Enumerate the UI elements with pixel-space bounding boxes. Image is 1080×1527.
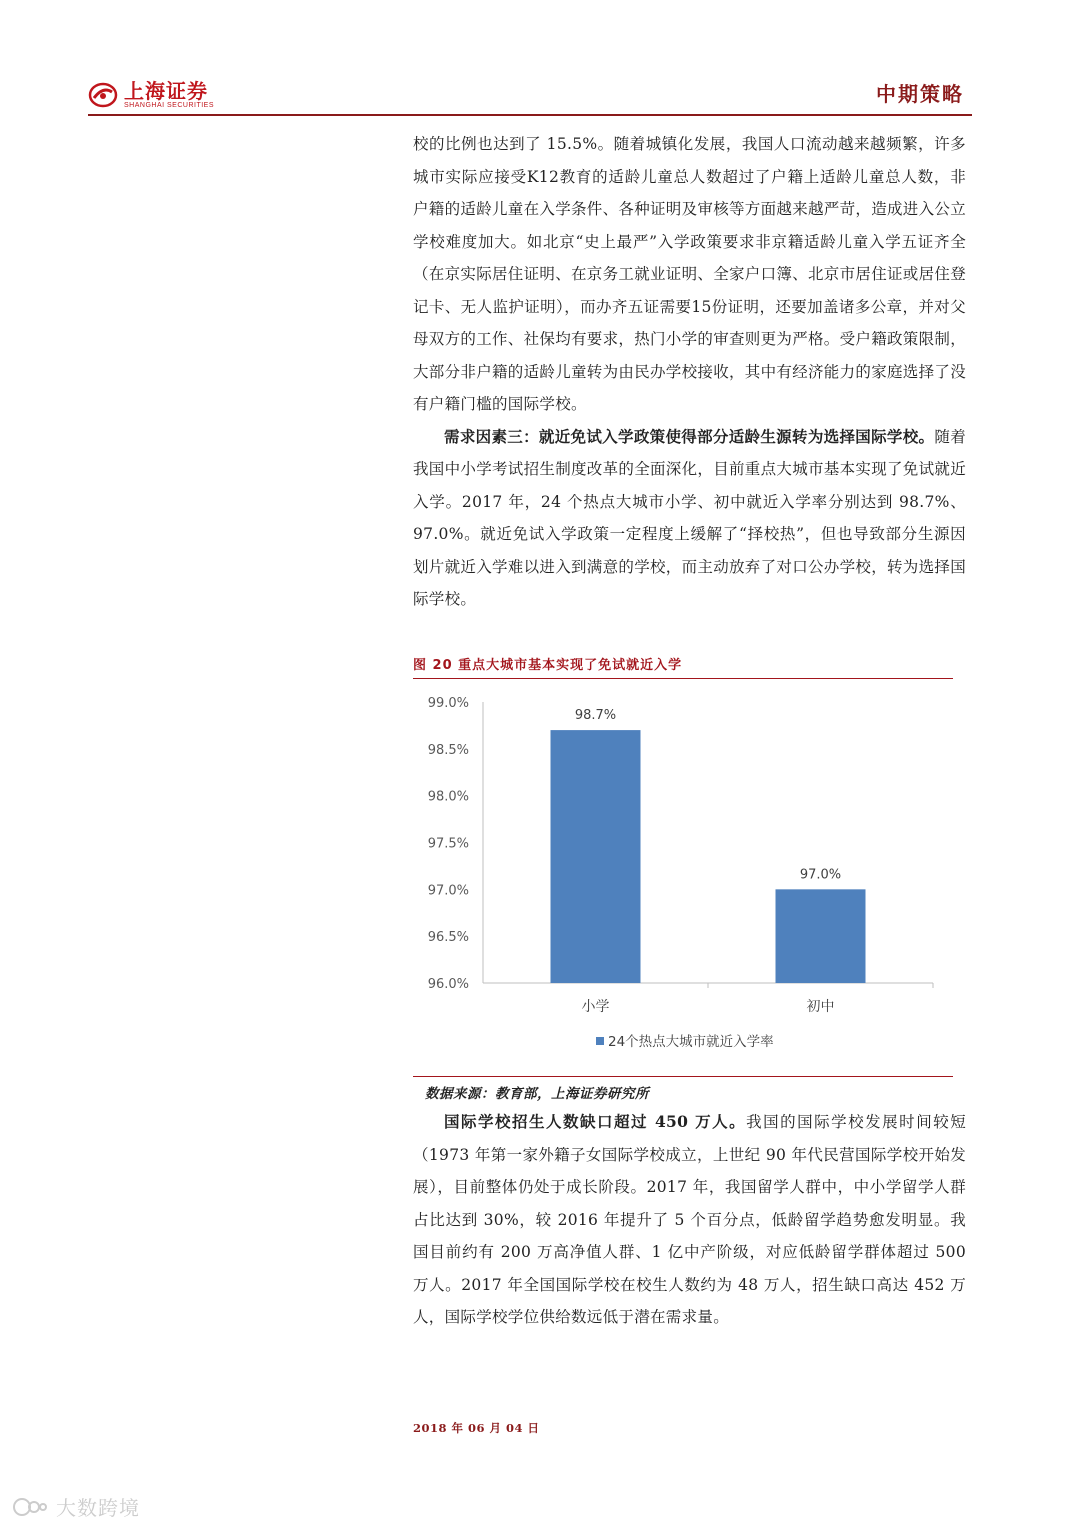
figure-data-source: 数据来源：教育部，上海证券研究所 [425, 1086, 649, 1102]
y-tick-label: 98.0% [427, 789, 469, 805]
logo-emblem-icon [88, 82, 118, 108]
body-text-upper [413, 128, 966, 616]
legend-swatch [596, 1037, 604, 1045]
y-tick-label: 96.5% [427, 930, 469, 946]
y-tick-label: 98.5% [427, 742, 469, 758]
paragraph-heading-bold: 需求因素三：就近免试入学政策使得部分适龄生源转为选择国际学校。 [444, 426, 935, 446]
body-text-lower [413, 1106, 966, 1334]
enrollment-rate-chart [413, 680, 953, 1075]
bar [551, 730, 641, 983]
y-tick-label: 97.5% [427, 836, 469, 852]
y-tick-label: 97.0% [427, 883, 469, 899]
watermark-logo-icon [12, 1496, 52, 1518]
figure-top-rule [413, 678, 953, 679]
logo-english-name: SHANGHAI SECURITIES [124, 102, 215, 109]
header-divider [88, 114, 972, 116]
y-tick-label: 99.0% [427, 696, 469, 711]
paragraph-heading-bold: 国际学校招生人数缺口超过 450 万人。 [444, 1112, 747, 1131]
data-label: 98.7% [574, 708, 617, 724]
paragraph-demand-factor-three [413, 421, 966, 616]
bar [776, 889, 866, 983]
figure-bottom-rule [413, 1076, 953, 1077]
watermark-text: 大数跨境 [56, 1496, 140, 1520]
figure-caption: 图 20 重点大城市基本实现了免试就近入学 [413, 658, 683, 673]
data-label: 97.0% [799, 867, 842, 883]
paragraph-body: 随着我国中小学考试招生制度改革的全面深化，目前重点大城市基本实现了免试就近入学。2017 年，24 个热点大城市小学、初中就近入学率分别达到 98.7%、97.0%。就近免试入学政策一定程度上缓解了“择校热”，但也导致部分生源因划片就近入学难以进入到满意的学校，而主动放弃了对口公办学校，转为选择国际学校。 [413, 427, 967, 608]
y-tick-label: 96.0% [427, 977, 469, 992]
x-tick-label: 小学 [581, 999, 610, 1015]
legend-label: 24个热点大城市就近入学率 [608, 1034, 774, 1050]
report-date: 2018 年 06 月 04 日 [413, 1421, 540, 1435]
x-tick-label: 初中 [806, 999, 835, 1015]
watermark [12, 1492, 140, 1521]
paragraph-household-registration: 校的比例也达到了 15.5%。随着城镇化发展，我国人口流动越来越频繁，许多城市实际应接受K12教育的适龄儿童总人数超过了户籍上适龄儿童总人数，非户籍的适龄儿童在入学条件、各种证明及审核等方面越来越严苛，造成进入公立学校难度加大。如北京“史上最严”入学政策要求非京籍适龄儿童入学五证齐全（在京实际居住证明、在京务工就业证明、全家户口簿、北京市居住证或居住登记卡、无人监护证明），而办齐五证需要15份证明，还要加盖诸多公章，并对父母双方的工作、社保均有要求，热门小学的审查则更为严格。受户籍政策限制，大部分非户籍的适龄儿童转为由民办学校接收，其中有经济能力的家庭选择了没有户籍门槛的国际学校。 [413, 135, 967, 413]
shanghai-securities-logo [88, 80, 214, 110]
bar-chart-svg [413, 680, 953, 1075]
paragraph-enrollment-gap [413, 1106, 966, 1334]
logo-chinese-name: 上海证券 [124, 79, 208, 103]
paragraph-body: 我国的国际学校发展时间较短（1973 年第一家外籍子女国际学校成立，上世纪 90 年代民营国际学校开始发展），目前整体仍处于成长阶段。2017 年，我国留学人群中，中小学留学人群占比达到 30%，较 2016 年提升了 5 个百分点，低龄留学趋势愈发明显。我国目前约有 200 万高净值人群、1 亿中产阶级，对应低龄留学群体超过 500 万人。2017 年全国国际学校在校生人数约为 48 万人，招生缺口高达 452 万人，国际学校学位供给数远低于潜在需求量。 [413, 1113, 966, 1326]
page-header [80, 72, 972, 114]
report-type-title: 中期策略 [876, 82, 964, 106]
